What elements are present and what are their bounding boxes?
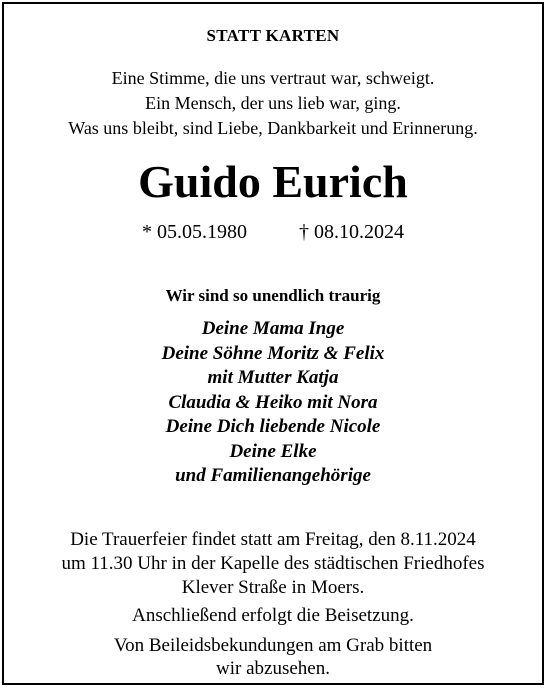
mourner-line: Deine Dich liebende Nicole bbox=[165, 416, 381, 437]
poem-line: Ein Mensch, der uns lieb war, ging. bbox=[145, 93, 401, 113]
deceased-name: Guido Eurich bbox=[138, 156, 408, 207]
mourners-list bbox=[4, 317, 542, 489]
poem-line: Eine Stimme, die uns vertraut war, schweigt. bbox=[111, 68, 435, 88]
service-line: um 11.30 Uhr in der Kapelle des städtischen Friedhofes bbox=[61, 553, 485, 574]
obituary-notice bbox=[2, 2, 544, 685]
service-line: Die Trauerfeier findet statt am Freitag, den 8.11.2024 bbox=[70, 529, 476, 550]
condolence-line: wir abzusehen. bbox=[216, 658, 330, 679]
mourner-line: mit Mutter Katja bbox=[207, 367, 339, 388]
burial-info: Anschließend erfolgt die Beisetzung. bbox=[132, 605, 414, 626]
notice-header: STATT KARTEN bbox=[206, 26, 340, 45]
death-date: † 08.10.2024 bbox=[299, 221, 404, 243]
service-line: Klever Straße in Moers. bbox=[181, 577, 365, 598]
poem-line: Was uns bleibt, sind Liebe, Dankbarkeit und Erinnerung. bbox=[68, 118, 478, 138]
mourner-line: Deine Söhne Moritz & Felix bbox=[161, 342, 385, 364]
funeral-service-info bbox=[4, 528, 542, 600]
birth-date: * 05.05.1980 bbox=[142, 221, 247, 243]
mourner-line: Claudia & Heiko mit Nora bbox=[168, 391, 378, 413]
mourner-line: Deine Elke bbox=[229, 440, 317, 462]
life-dates bbox=[4, 219, 542, 245]
condolence-line: Von Beileidsbekundungen am Grab bitten bbox=[113, 635, 433, 656]
mourner-line: und Familienangehörige bbox=[175, 465, 371, 486]
mourner-line: Deine Mama Inge bbox=[201, 318, 345, 339]
memorial-poem bbox=[4, 66, 542, 141]
grief-line: Wir sind so unendlich traurig bbox=[165, 286, 381, 305]
condolence-request bbox=[4, 634, 542, 680]
